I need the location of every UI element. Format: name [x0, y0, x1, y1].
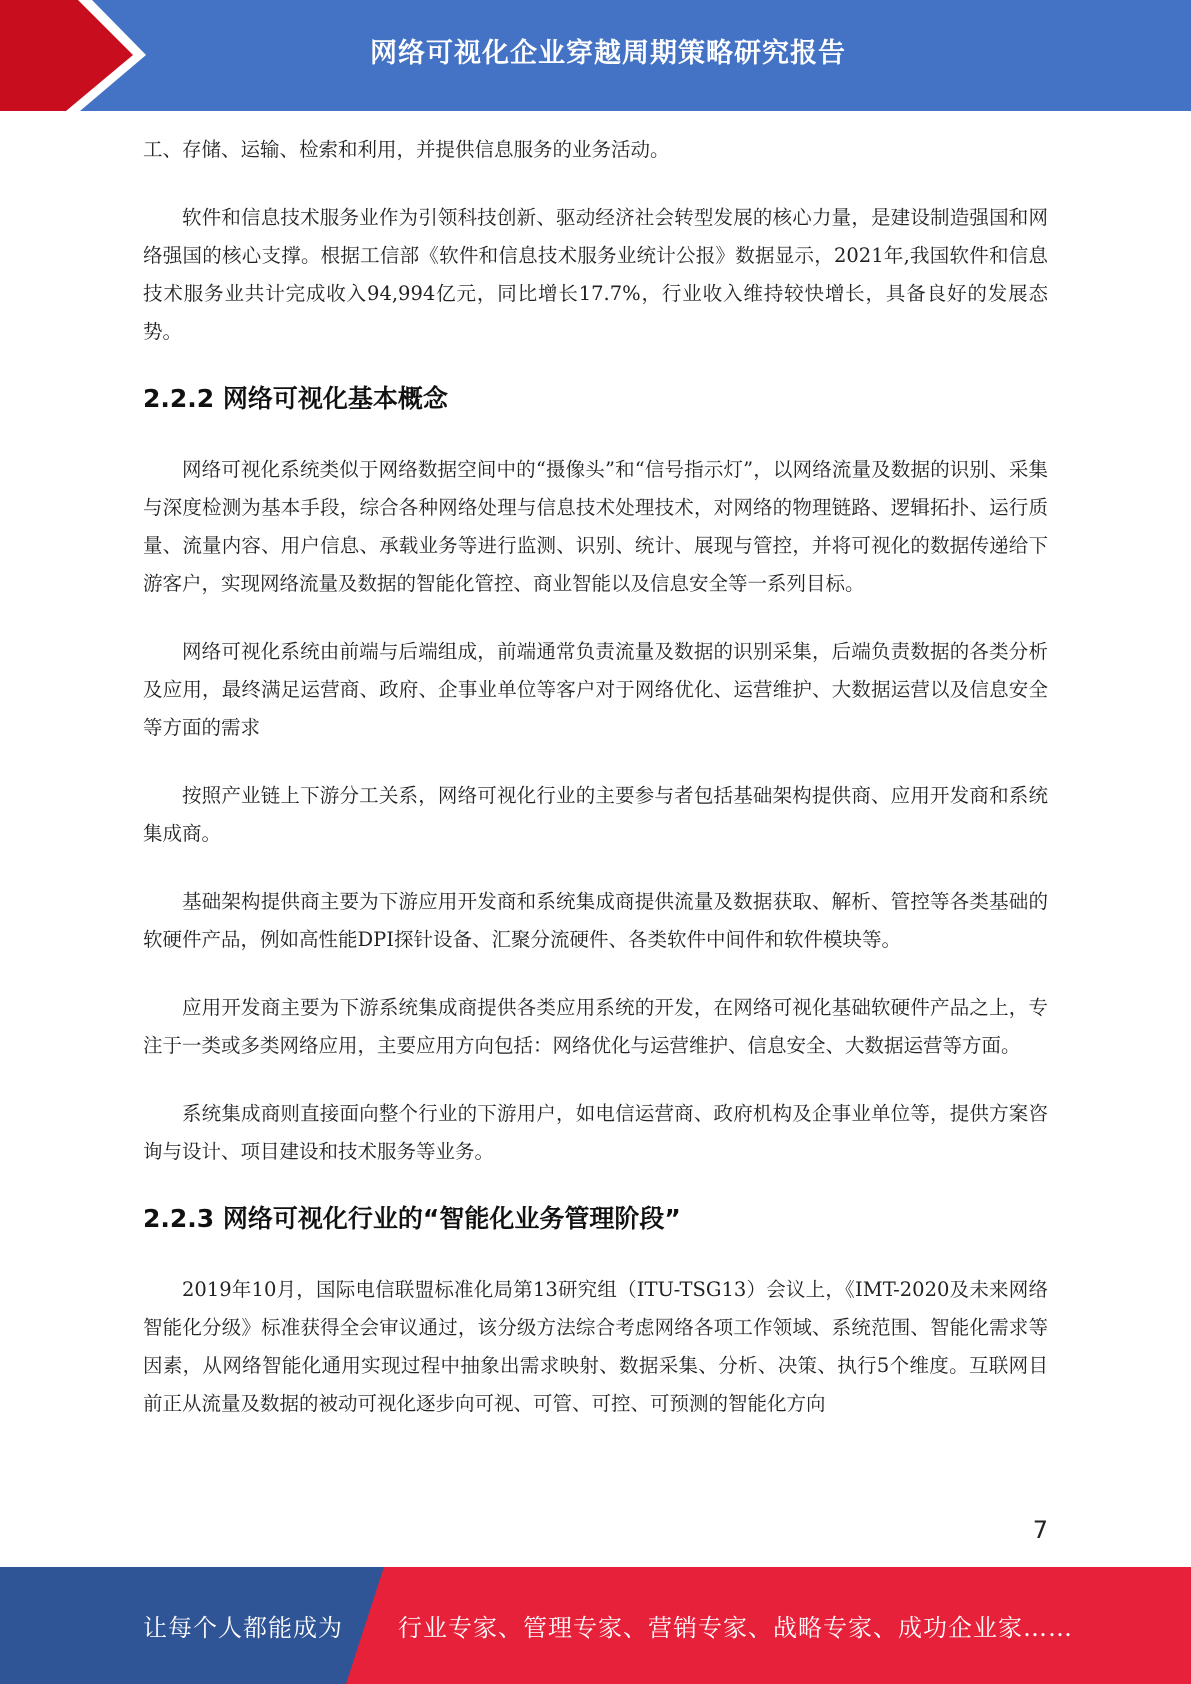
page-number: 7	[1032, 1516, 1048, 1544]
page-header	[0, 0, 1191, 111]
paragraph: 按照产业链上下游分工关系，网络可视化行业的主要参与者包括基础架构提供商、应用开发商和系统集成商。	[143, 784, 1048, 845]
footer-slogan-right: 行业专家、管理专家、营销专家、战略专家、成功企业家……	[398, 1614, 1073, 1642]
paragraph: 软件和信息技术服务业作为引领科技创新、驱动经济社会转型发展的核心力量，是建设制造强国和网络强国的核心支撑。根据工信部《软件和信息技术服务业统计公报》数据显示，2021年,我国软件和信息技术服务业共计完成收入94,994亿元，同比增长17.7%，行业收入维持较快增长，具备良好的发展态势。	[143, 206, 1048, 343]
page-footer	[0, 1567, 1191, 1684]
section-heading: 2.2.2 网络可视化基本概念	[143, 384, 448, 413]
paragraph: 2019年10月，国际电信联盟标准化局第13研究组（ITU-TSG13）会议上，《IMT-2020及未来网络智能化分级》标准获得全会审议通过，该分级方法综合考虑网络各项工作领域、系统范围、智能化需求等因素，从网络智能化通用实现过程中抽象出需求映射、数据采集、分析、决策、执行5个维度。互联网目前正从流量及数据的被动可视化逐步向可视、可管、可控、可预测的智能化方向	[143, 1278, 1048, 1415]
paragraph: 基础架构提供商主要为下游应用开发商和系统集成商提供流量及数据获取、解析、管控等各类基础的软硬件产品，例如高性能DPI探针设备、汇聚分流硬件、各类软件中间件和软件模块等。	[143, 890, 1048, 951]
paragraph: 工、存储、运输、检索和利用，并提供信息服务的业务活动。	[143, 138, 670, 161]
paragraph: 系统集成商则直接面向整个行业的下游用户，如电信运营商、政府机构及企事业单位等，提供方案咨询与设计、项目建设和技术服务等业务。	[143, 1102, 1048, 1163]
document-body	[143, 131, 1048, 1453]
paragraph: 应用开发商主要为下游系统集成商提供各类应用系统的开发，在网络可视化基础软硬件产品之上，专注于一类或多类网络应用，主要应用方向包括：网络优化与运营维护、信息安全、大数据运营等方面。	[143, 996, 1048, 1057]
footer-slogan-left: 让每个人都能成为	[143, 1614, 343, 1642]
section-heading: 2.2.3 网络可视化行业的“智能化业务管理阶段”	[143, 1204, 681, 1233]
paragraph: 网络可视化系统类似于网络数据空间中的“摄像头”和“信号指示灯”，以网络流量及数据的识别、采集与深度检测为基本手段，综合各种网络处理与信息技术处理技术，对网络的物理链路、逻辑拓扑、运行质量、流量内容、用户信息、承载业务等进行监测、识别、统计、展现与管控，并将可视化的数据传递给下游客户，实现网络流量及数据的智能化管控、商业智能以及信息安全等一系列目标。	[143, 458, 1048, 595]
header-title: 网络可视化企业穿越周期策略研究报告	[370, 37, 846, 69]
paragraph: 网络可视化系统由前端与后端组成，前端通常负责流量及数据的识别采集，后端负责数据的各类分析及应用，最终满足运营商、政府、企事业单位等客户对于网络优化、运营维护、大数据运营以及信息安全等方面的需求	[143, 640, 1048, 739]
